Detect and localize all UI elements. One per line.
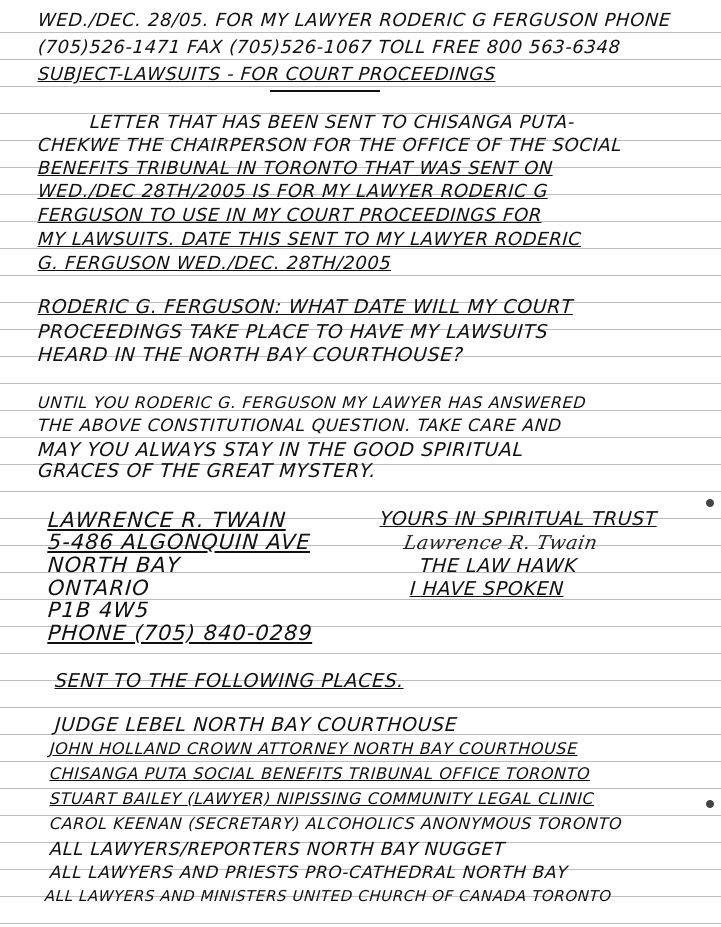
subject-line: SUBJECT-LAWSUITS - FOR COURT PROCEEDINGS bbox=[37, 64, 497, 85]
sender-phone: PHONE (705) 840-0289 bbox=[47, 621, 314, 645]
question-line: RODERIC G. FERGUSON: WHAT DATE WILL MY COURT bbox=[37, 296, 575, 318]
para1-line: WED./DEC 28TH/2005 IS FOR MY LAWYER RODERIC G bbox=[37, 181, 549, 202]
para2-line: GRACES OF THE GREAT MYSTERY. bbox=[37, 460, 377, 482]
recipient-item: JUDGE LEBEL NORTH BAY COURTHOUSE bbox=[54, 714, 459, 736]
closing-title: THE LAW HAWK bbox=[419, 555, 579, 577]
recipient-item: ALL LAWYERS AND MINISTERS UNITED CHURCH OF CANADA TORONTO bbox=[44, 887, 613, 905]
recipient-item: ALL LAWYERS AND PRIESTS PRO-CATHEDRAL NORTH BAY bbox=[49, 863, 569, 883]
signature: Lawrence R. Twain bbox=[402, 532, 600, 554]
para1-line: G. FERGUSON WED./DEC. 28TH/2005 bbox=[37, 253, 393, 274]
question-line: PROCEEDINGS TAKE PLACE TO HAVE MY LAWSUITS bbox=[37, 321, 550, 343]
sender-street: 5-486 ALGONQUIN AVE bbox=[47, 530, 312, 554]
scan-mark bbox=[706, 499, 714, 507]
recipient-item: CHISANGA PUTA SOCIAL BENEFITS TRIBUNAL OFFICE TORONTO bbox=[49, 764, 591, 783]
para1-line: BENEFITS TRIBUNAL IN TORONTO THAT WAS SENT ON bbox=[37, 158, 554, 179]
sender-province: ONTARIO bbox=[47, 576, 151, 600]
sender-postal-code: P1B 4W5 bbox=[47, 598, 151, 622]
para2-line: THE ABOVE CONSTITUTIONAL QUESTION. TAKE CARE AND bbox=[37, 416, 563, 436]
sender-name: LAWRENCE R. TWAIN bbox=[47, 508, 288, 532]
para2-line: UNTIL YOU RODERIC G. FERGUSON MY LAWYER HAS ANSWERED bbox=[37, 393, 587, 412]
recipient-item: CAROL KEENAN (SECRETARY) ALCOHOLICS ANONYMOUS TORONTO bbox=[49, 814, 623, 833]
header-line-2: (705)526-1471 FAX (705)526-1067 TOLL FREE 800 563-6348 bbox=[37, 37, 622, 58]
closing-statement: I HAVE SPOKEN bbox=[409, 578, 565, 600]
recipient-item: ALL LAWYERS/REPORTERS NORTH BAY NUGGET bbox=[49, 839, 506, 860]
scan-mark bbox=[706, 800, 714, 808]
para1-line: LETTER THAT HAS BEEN SENT TO CHISANGA PUTA- bbox=[89, 112, 576, 133]
recipient-item: JOHN HOLLAND CROWN ATTORNEY NORTH BAY COURTHOUSE bbox=[49, 739, 579, 758]
subject-underline bbox=[270, 90, 380, 92]
para1-line: MY LAWSUITS. DATE THIS SENT TO MY LAWYER RODERIC bbox=[37, 229, 583, 250]
para2-line: MAY YOU ALWAYS STAY IN THE GOOD SPIRITUAL bbox=[37, 439, 525, 461]
para1-line: CHEKWE THE CHAIRPERSON FOR THE OFFICE OF THE SOCIAL bbox=[37, 135, 623, 156]
recipients-heading: SENT TO THE FOLLOWING PLACES. bbox=[54, 670, 405, 692]
para1-line: FERGUSON TO USE IN MY COURT PROCEEDINGS FOR bbox=[37, 205, 543, 226]
header-line-1: WED./DEC. 28/05. FOR MY LAWYER RODERIC G FERGUSON PHONE bbox=[37, 10, 672, 31]
closing-line: YOURS IN SPIRITUAL TRUST bbox=[379, 508, 658, 530]
sender-city: NORTH BAY bbox=[47, 553, 182, 577]
question-line: HEARD IN THE NORTH BAY COURTHOUSE? bbox=[37, 344, 465, 366]
recipient-item: STUART BAILEY (LAWYER) NIPISSING COMMUNITY LEGAL CLINIC bbox=[49, 789, 596, 808]
